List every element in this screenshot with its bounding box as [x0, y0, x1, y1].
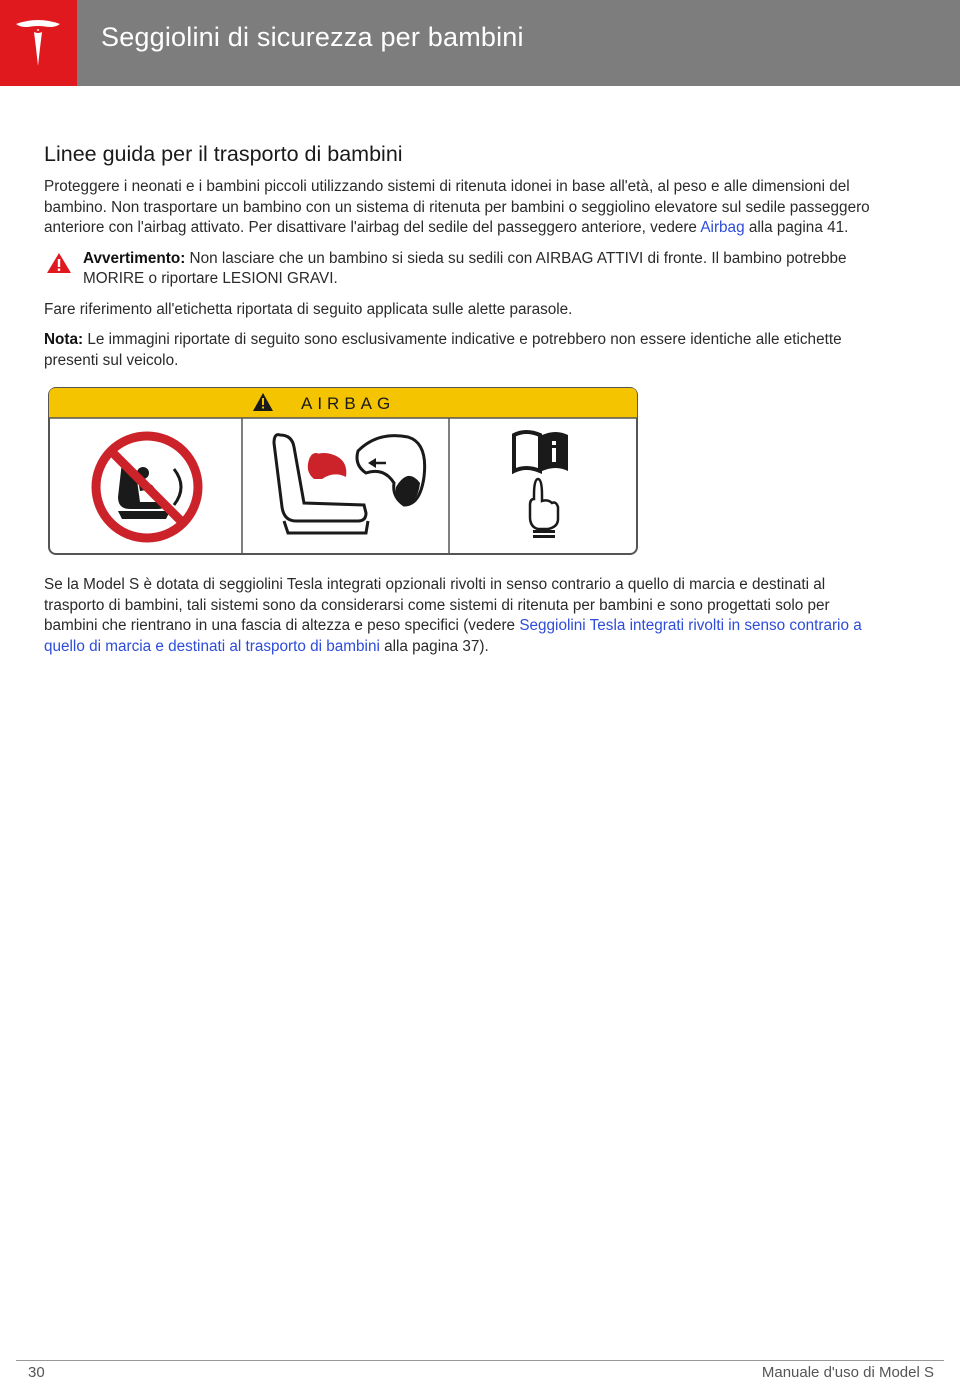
warning-triangle-icon [46, 252, 72, 274]
footer-divider [16, 1360, 944, 1361]
page-header [0, 0, 960, 86]
reference-paragraph: Fare riferimento all'etichetta riportata di seguito applicata sulle alette parasole. [44, 300, 573, 318]
integrated-seats-link[interactable]: Seggiolini Tesla integrati rivolti in senso contrario a quello di marcia e destinati al trasporto di bambini [44, 617, 862, 655]
integrated-seats-paragraph [44, 575, 876, 657]
intro-paragraph [44, 177, 876, 239]
intro-text: Proteggere i neonati e i bambini piccoli utilizzando sistemi di ritenuta idonei in base all'età, al peso e alle dimensioni del bambino. Non trasportare un bambino con un sistema di ritenuta per bambini o seggiolino elevatore sul sedile passeggero anteriore con l'airbag attivato. Per disattivare l'airbag del sedile del passeggero anteriore, vedere [44, 178, 870, 236]
integrated-seats-text-end: alla pagina 37). [379, 637, 489, 655]
manual-book-icon [514, 432, 568, 471]
airbag-label-heading: AIRBAG [301, 394, 396, 413]
main-content [44, 142, 876, 667]
section-heading: Linee guida per il trasporto di bambini [44, 142, 403, 166]
integrated-seats-text: Se la Model S è dotata di seggiolini Tesla integrati opzionali rivolti in senso contrario a quello di marcia e destinati al trasporto di bambini, tali sistemi sono da considerarsi come sistemi di ritenuta per bambini e sono progettati solo per bambini che rientrano in una fascia di altezza e peso specifici (vedere [44, 576, 830, 634]
intro-text-end: alla pagina 41. [744, 219, 849, 236]
note-paragraph [44, 330, 876, 371]
page-title: Seggiolini di sicurezza per bambini [101, 22, 524, 52]
warning-block [44, 249, 876, 290]
tesla-logo-icon [14, 18, 62, 68]
page-number: 30 [28, 1364, 45, 1381]
warning-text: Non lasciare che un bambino si sieda su sedili con AIRBAG ATTIVI di fronte. Il bambino potrebbe MORIRE o riportare LESIONI GRAVI. [83, 249, 847, 287]
airbag-warning-label [48, 387, 638, 555]
tesla-logo [0, 0, 77, 86]
note-text: Le immagini riportate di seguito sono esclusivamente indicative e potrebbero non essere identiche alle etichette presenti sul veicolo. [44, 331, 842, 369]
note-label: Nota: [44, 331, 84, 348]
warning-label: Avvertimento: [83, 249, 186, 267]
document-title: Manuale d'uso di Model S [761, 1364, 934, 1381]
no-child-seat-icon [96, 436, 198, 538]
warning-paragraph [83, 249, 876, 290]
airbag-link[interactable]: Airbag [700, 219, 745, 236]
